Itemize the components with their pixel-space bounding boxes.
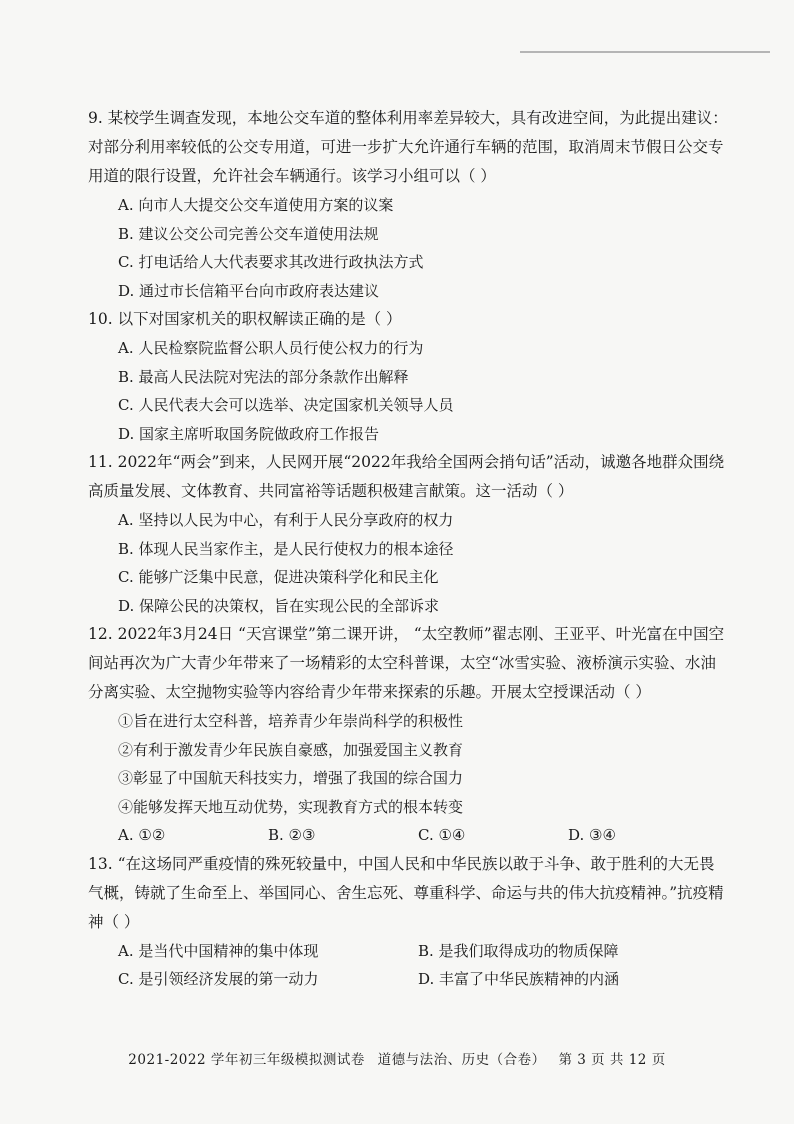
option-b: B. 最高人民法院对宪法的部分条款作出解释 bbox=[118, 367, 409, 386]
option-c: C. 能够广泛集中民意，促进决策科学化和民主化 bbox=[118, 568, 439, 586]
option-c: C. 人民代表大会可以选举、决定国家机关领导人员 bbox=[118, 396, 454, 414]
option-c: C. 打电话给人大代表要求其改进行政执法方式 bbox=[118, 253, 424, 271]
statement-3: ③彰显了中国航天科技实力，增强了我国的综合国力 bbox=[118, 769, 464, 787]
option-b: B. 体现人民当家作主，是人民行使权力的根本途径 bbox=[118, 539, 454, 558]
option-a: A. ①② bbox=[118, 826, 166, 844]
question-9 bbox=[88, 104, 728, 305]
option-d: D. 丰富了中华民族精神的内涵 bbox=[418, 970, 620, 988]
statement-1: ①旨在进行太空科普，培养青少年崇尚科学的积极性 bbox=[118, 712, 464, 730]
question-10 bbox=[88, 305, 728, 448]
option-row bbox=[88, 937, 728, 966]
question-stem: 9. 某校学生调查发现，本地公交车道的整体利用率差异较大，具有改进空间，为此提出建议：对部分利用率较低的公交专用道，可进一步扩大允许通行车辆的范围，取消周末节假日公交专用道的限行设置，允许社会车辆通行。该学习小组可以（ ） bbox=[88, 109, 728, 185]
question-stem: 12. 2022年3月24日 “天宫课堂”第二课开讲， “太空教师”翟志刚、王亚平、叶光富在中国空间站再次为广大青少年带来了一场精彩的太空科普课，太空“冰雪实验、液桥演示实验、水油分离实验、太空抛物实验等内容给青少年带来探索的乐趣。开展太空授课活动（ ） bbox=[88, 625, 725, 701]
option-a: A. 向市人大提交公交车道使用方案的议案 bbox=[118, 196, 394, 214]
option-row bbox=[88, 965, 728, 994]
exam-title: 2021-2022 学年初三年级模拟测试卷 bbox=[128, 1052, 365, 1068]
question-11 bbox=[88, 448, 728, 620]
top-rule bbox=[520, 51, 770, 53]
question-12 bbox=[88, 620, 728, 850]
question-list bbox=[88, 104, 728, 994]
option-c: C. ①④ bbox=[418, 826, 466, 844]
option-c: C. 是引领经济发展的第一动力 bbox=[118, 970, 319, 988]
option-a: A. 坚持以人民为中心，有利于人民分享政府的权力 bbox=[118, 511, 454, 529]
statement-4: ④能够发挥天地互动优势，实现教育方式的根本转变 bbox=[118, 797, 464, 816]
option-b: B. 建议公交公司完善公交车道使用法规 bbox=[118, 224, 379, 243]
statement-2: ②有利于激发青少年民族自豪感，加强爱国主义教育 bbox=[118, 740, 464, 759]
question-13 bbox=[88, 850, 728, 994]
page-number: 第 3 页 共 12 页 bbox=[558, 1052, 666, 1068]
option-a: A. 是当代中国精神的集中体现 bbox=[118, 941, 319, 960]
option-d: D. 国家主席听取国务院做政府工作报告 bbox=[118, 424, 380, 443]
question-stem: 13. “在这场同严重疫情的殊死较量中，中国人民和中华民族以敢于斗争、敢于胜利的大无畏气概，铸就了生命至上、举国同心、舍生忘死、尊重科学、命运与共的伟大抗疫精神。”抗疫精神（ ） bbox=[88, 854, 724, 931]
subject-title: 道德与法治、历史（合卷） bbox=[377, 1052, 546, 1068]
option-row bbox=[88, 821, 728, 850]
option-d: D. ③④ bbox=[568, 826, 616, 844]
option-b: B. ②③ bbox=[268, 826, 316, 844]
option-d: D. 通过市长信箱平台向市政府表达建议 bbox=[118, 281, 380, 300]
question-stem: 11. 2022年“两会”到来，人民网开展“2022年我给全国两会捎句话”活动，诚邀各地群众围绕高质量发展、文体教育、共同富裕等话题积极建言献策。这一活动（ ） bbox=[88, 453, 725, 500]
option-d: D. 保障公民的决策权，旨在实现公民的全部诉求 bbox=[118, 596, 440, 615]
option-b: B. 是我们取得成功的物质保障 bbox=[418, 941, 619, 960]
question-stem: 10. 以下对国家机关的职权解读正确的是（ ） bbox=[88, 310, 402, 328]
page-footer bbox=[0, 1048, 794, 1068]
option-a: A. 人民检察院监督公职人员行使公权力的行为 bbox=[118, 339, 424, 357]
